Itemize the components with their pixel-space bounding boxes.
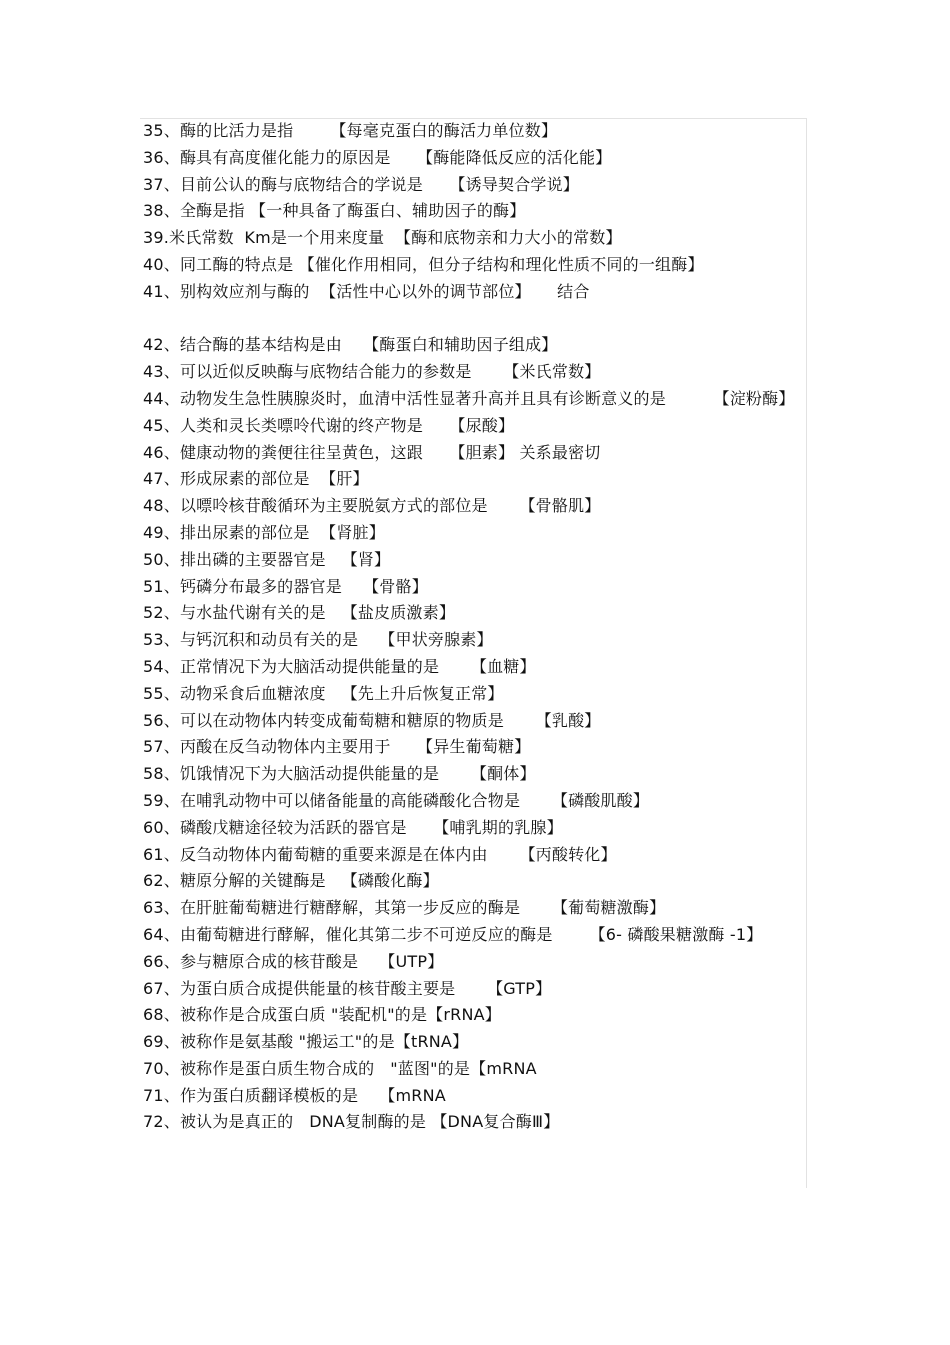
list-item: 66、参与糖原合成的核苷酸是 【UTP】 xyxy=(143,951,444,971)
list-item: 36、酶具有高度催化能力的原因是 【酶能降低反应的活化能】 xyxy=(143,147,612,167)
list-item: 45、人类和灵长类嘌呤代谢的终产物是 【尿酸】 xyxy=(143,415,515,435)
list-item: 59、在哺乳动物中可以储备能量的高能磷酸化合物是 【磷酸肌酸】 xyxy=(143,790,650,810)
list-item: 68、被称作是合成蛋白质 "装配机"的是【rRNA】 xyxy=(143,1005,501,1025)
list-item: 44、动物发生急性胰腺炎时，血清中活性显著升高并且具有诊断意义的是 【淀粉酶】 xyxy=(143,388,795,408)
document-body xyxy=(143,118,797,1136)
list-item: 69、被称作是氨基酸 "搬运工"的是【tRNA】 xyxy=(143,1032,469,1052)
list-item: 67、为蛋白质合成提供能量的核苷酸主要是 【GTP】 xyxy=(143,978,552,998)
list-item: 46、健康动物的粪便往往呈黄色，这跟 【胆素】 关系最密切 xyxy=(143,442,601,462)
list-item: 55、动物采食后血糖浓度 【先上升后恢复正常】 xyxy=(143,683,504,703)
list-item: 61、反刍动物体内葡萄糖的重要来源是在体内由 【丙酸转化】 xyxy=(143,844,617,864)
list-item: 72、被认为是真正的 DNA复制酶的是 【DNA复合酶Ⅲ】 xyxy=(143,1112,560,1132)
list-item: 64、由葡萄糖进行酵解，催化其第二步不可逆反应的酶是 【6- 磷酸果糖激酶 -1】 xyxy=(143,924,763,944)
list-item: 71、作为蛋白质翻译模板的是 【mRNA xyxy=(143,1085,446,1105)
list-item: 47、形成尿素的部位是 【肝】 xyxy=(143,469,369,489)
list-item: 60、磷酸戊糖途径较为活跃的器官是 【哺乳期的乳腺】 xyxy=(143,817,563,837)
list-item: 52、与水盐代谢有关的是 【盐皮质激素】 xyxy=(143,603,456,623)
list-item: 41、别构效应剂与酶的 【活性中心以外的调节部位】 结合 xyxy=(143,281,590,301)
list-item: 49、排出尿素的部位是 【肾脏】 xyxy=(143,522,385,542)
list-item: 63、在肝脏葡萄糖进行糖酵解，其第一步反应的酶是 【葡萄糖激酶】 xyxy=(143,898,666,918)
list-item: 51、钙磷分布最多的器官是 【骨骼】 xyxy=(143,576,428,596)
list-item: 56、可以在动物体内转变成葡萄糖和糖原的物质是 【乳酸】 xyxy=(143,710,601,730)
list-item: 50、排出磷的主要器官是 【肾】 xyxy=(143,549,391,569)
list-item: 38、全酶是指 【一种具备了酶蛋白、辅助因子的酶】 xyxy=(143,201,526,221)
list-item: 39.米氏常数 Km是一个用来度量 【酶和底物亲和力大小的常数】 xyxy=(143,228,622,248)
list-item: 53、与钙沉积和动员有关的是 【甲状旁腺素】 xyxy=(143,630,493,650)
list-item: 62、糖原分解的关键酶是 【磷酸化酶】 xyxy=(143,871,439,891)
list-item: 37、目前公认的酶与底物结合的学说是 【诱导契合学说】 xyxy=(143,174,579,194)
list-item: 48、以嘌呤核苷酸循环为主要脱氨方式的部位是 【骨骼肌】 xyxy=(143,496,601,516)
list-item: 35、酶的比活力是指 【每毫克蛋白的酶活力单位数】 xyxy=(143,121,558,140)
list-item: 70、被称作是蛋白质生物合成的 "蓝图"的是【mRNA xyxy=(143,1058,537,1078)
list-item: 54、正常情况下为大脑活动提供能量的是 【血糖】 xyxy=(143,656,536,676)
list-item: 40、同工酶的特点是 【催化作用相同，但分子结构和理化性质不同的一组酶】 xyxy=(143,254,704,274)
blank-line xyxy=(143,306,797,333)
list-item: 43、可以近似反映酶与底物结合能力的参数是 【米氏常数】 xyxy=(143,362,601,382)
list-item: 57、丙酸在反刍动物体内主要用于 【异生葡萄糖】 xyxy=(143,737,531,757)
list-item: 58、饥饿情况下为大脑活动提供能量的是 【酮体】 xyxy=(143,764,536,784)
list-item: 42、结合酶的基本结构是由 【酶蛋白和辅助因子组成】 xyxy=(143,335,558,355)
